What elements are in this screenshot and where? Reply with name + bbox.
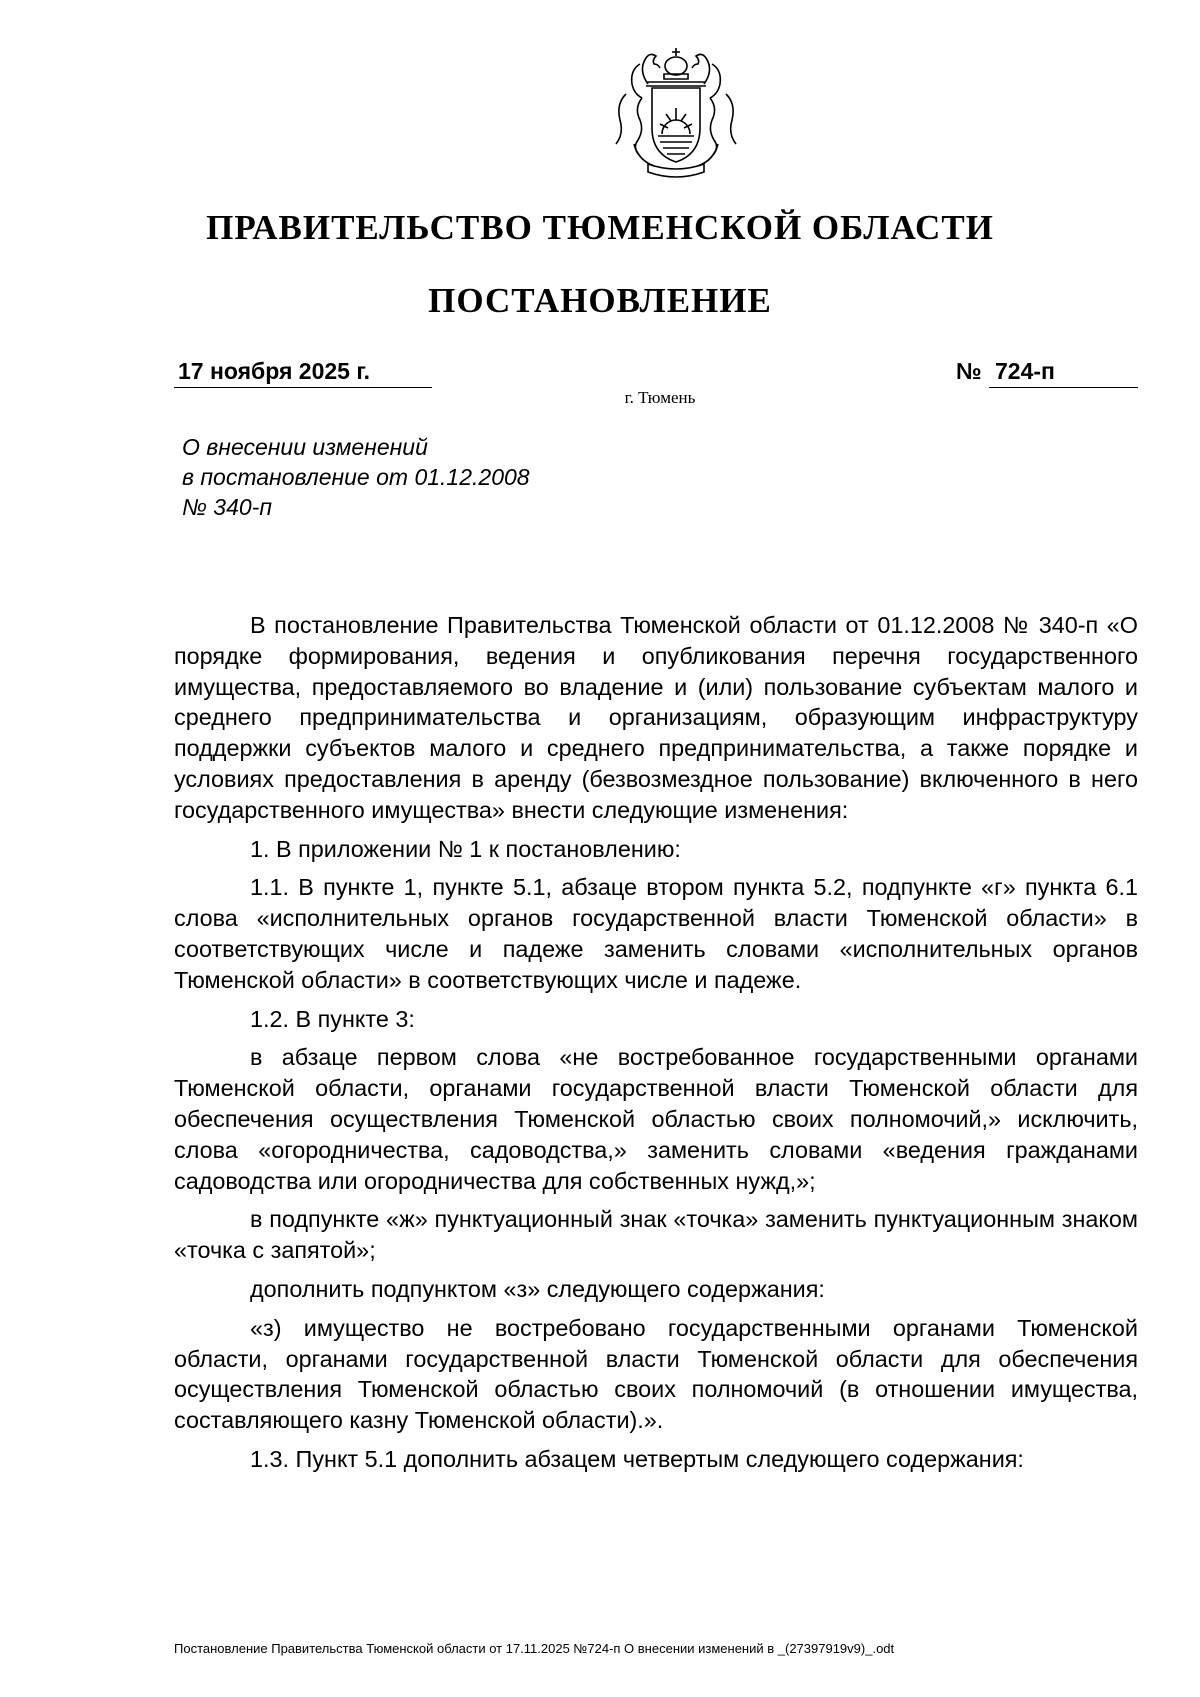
body-paragraph: в подпункте «ж» пунктуационный знак «точка» заменить пунктуационным знаком «точка с запятой»; (174, 1206, 1138, 1264)
file-footer: Постановление Правительства Тюменской области от 17.11.2025 №724-п О внесении изменений в _(27397919v9)_.odt (174, 1641, 895, 1656)
body-paragraph: «з) имущество не востребовано государственными органами Тюменской области, органами государственной власти Тюменской области для обеспечения осуществления Тюменской областью своих полномочий (в отношении имущества, составляющего казну Тюменской области).». (174, 1314, 1138, 1434)
document-number: 724-п (989, 356, 1138, 388)
subject-line: О внесении изменений (182, 434, 428, 460)
coat-of-arms-icon (596, 44, 756, 178)
body-paragraph: 1. В приложении № 1 к постановлению: (250, 835, 681, 862)
document-date: 17 ноября 2025 г. (174, 356, 432, 388)
document-subject (182, 432, 742, 522)
government-title: ПРАВИТЕЛЬСТВО ТЮМЕНСКОЙ ОБЛАСТИ (206, 208, 994, 247)
city-label: г. Тюмень (624, 388, 696, 407)
subject-line: № 340-п (182, 494, 272, 520)
document-type: ПОСТАНОВЛЕНИЕ (428, 281, 772, 320)
body-paragraph: 1.2. В пункте 3: (250, 1005, 415, 1032)
subject-line: в постановление от 01.12.2008 (182, 464, 530, 490)
document-body (174, 610, 1138, 1475)
body-paragraph: в абзаце первом слова «не востребованное государственными органами Тюменской области, органами государственной власти Тюменской области для обеспечения осуществления Тюменской областью своих полномочий,» исключить, слова «огородничества, садоводства,» заменить словами «ведения гражданами садоводства или огородничества для собственных нужд,»; (174, 1044, 1138, 1194)
body-paragraph: 1.1. В пункте 1, пункте 5.1, абзаце втором пункта 5.2, подпункте «г» пункта 6.1 слова «исполнительных органов государственной власти Тюменской области» в соответствующих числе и падеже заменить словами «исполнительных органов Тюменской области» в соответствующих числе и падеже. (174, 874, 1138, 993)
body-paragraph: дополнить подпунктом «з» следующего содержания: (250, 1275, 825, 1302)
number-sign: № (956, 358, 982, 384)
body-paragraph: В постановление Правительства Тюменской области от 01.12.2008 № 340-п «О порядке формирования, ведения и опубликования перечня государственного имущества, предоставляемого во владение и (или) пользование субъектам малого и среднего предпринимательства и организациям, образующим инфраструктуру поддержки субъектов малого и среднего предпринимательства, а также порядке и условиях предоставления в аренду (безвозмездное пользование) включенного в него государственного имущества» внести следующие изменения: (174, 612, 1138, 823)
body-paragraph: 1.3. Пункт 5.1 дополнить абзацем четвертым следующего содержания: (250, 1445, 1024, 1472)
